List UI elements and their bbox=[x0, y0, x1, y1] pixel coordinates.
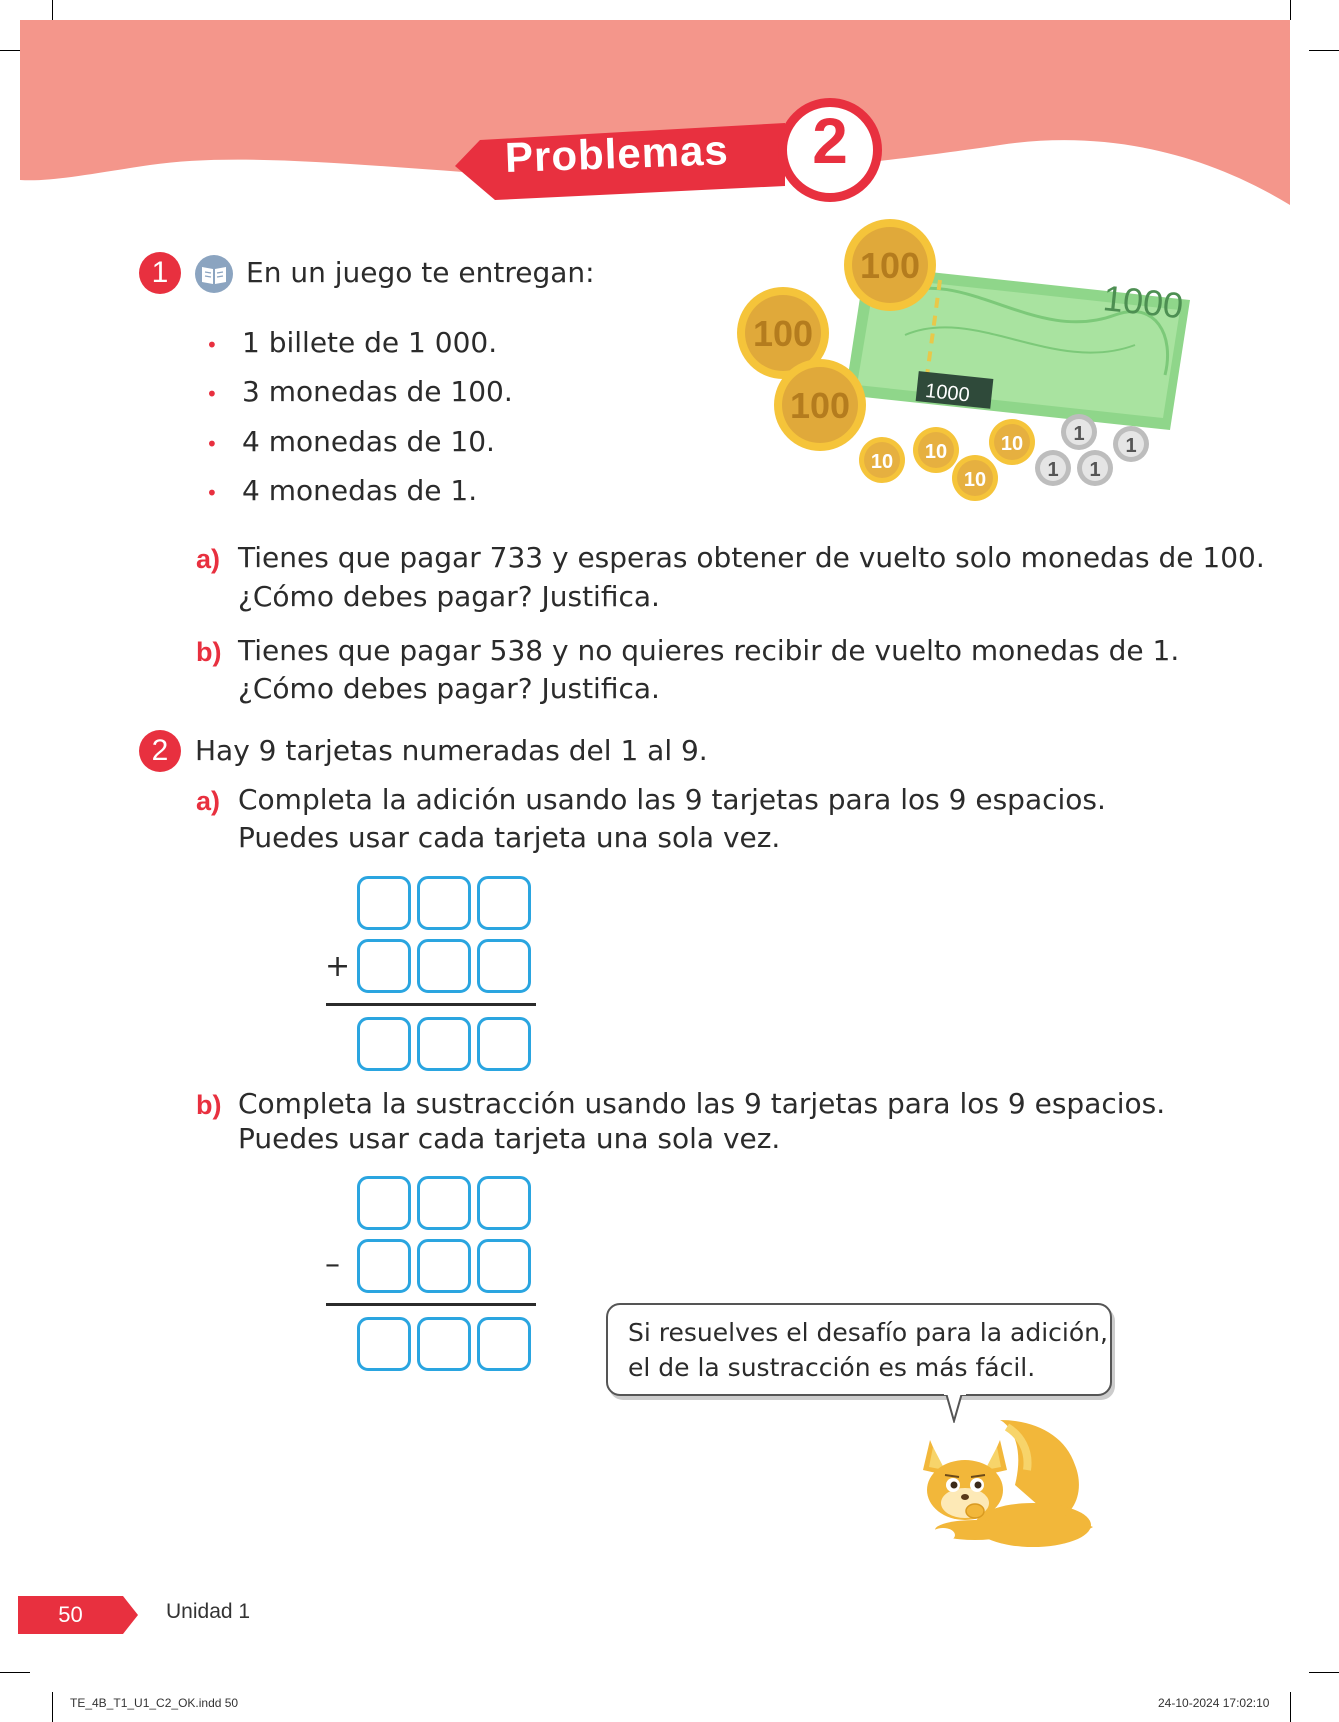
digit-box[interactable] bbox=[477, 1317, 531, 1371]
crop-mark bbox=[52, 1692, 53, 1722]
digit-box[interactable] bbox=[357, 1176, 411, 1230]
part-a-label: a) bbox=[196, 544, 221, 574]
digit-box[interactable] bbox=[477, 876, 531, 930]
svg-text:10: 10 bbox=[963, 469, 987, 491]
digit-box[interactable] bbox=[357, 1317, 411, 1371]
svg-text:100: 100 bbox=[789, 385, 851, 426]
banknote-label: 1000 bbox=[1101, 277, 1186, 327]
coin-100 bbox=[844, 219, 936, 311]
crop-mark bbox=[1309, 1672, 1339, 1673]
reading-book-icon bbox=[194, 254, 234, 294]
money-illustration bbox=[735, 205, 1215, 510]
problem-2-intro: Hay 9 tarjetas numeradas del 1 al 9. bbox=[195, 734, 708, 767]
digit-box[interactable] bbox=[357, 1017, 411, 1071]
digit-box[interactable] bbox=[477, 1239, 531, 1293]
part-a-text: Completa la adición usando las 9 tarjetas para los 9 espacios. bbox=[238, 783, 1106, 816]
coin-1 bbox=[1077, 450, 1113, 486]
bullet-dot: • bbox=[206, 432, 218, 456]
bullet-dot: • bbox=[206, 382, 218, 406]
subtraction-sign: – bbox=[325, 1247, 340, 1282]
coin-10 bbox=[913, 427, 959, 473]
part-b-text: Puedes usar cada tarjeta una sola vez. bbox=[238, 1122, 781, 1155]
bullet-item: 4 monedas de 10. bbox=[242, 425, 495, 458]
svg-text:1: 1 bbox=[1047, 459, 1059, 481]
part-a-text: Puedes usar cada tarjeta una sola vez. bbox=[238, 821, 781, 854]
page-number: 50 bbox=[58, 1602, 83, 1627]
part-b-label: b) bbox=[196, 1090, 222, 1120]
coin-10 bbox=[989, 419, 1035, 465]
sum-line bbox=[326, 1003, 536, 1006]
title-number: 2 bbox=[812, 105, 848, 177]
bullet-item: 3 monedas de 100. bbox=[242, 375, 513, 408]
part-a-text: ¿Cómo debes pagar? Justifica. bbox=[238, 580, 660, 613]
digit-box[interactable] bbox=[357, 876, 411, 930]
coin-10 bbox=[859, 437, 905, 483]
svg-text:100: 100 bbox=[752, 313, 814, 354]
svg-text:100: 100 bbox=[859, 245, 921, 286]
svg-text:10: 10 bbox=[1000, 433, 1024, 455]
digit-box[interactable] bbox=[417, 1239, 471, 1293]
bullet-dot: • bbox=[206, 333, 218, 357]
page-title: Problemas bbox=[504, 126, 730, 181]
speech-bubble-text: el de la sustracción es más fácil. bbox=[628, 1353, 1036, 1382]
addition-sign: + bbox=[325, 949, 351, 984]
problem-2-badge: 2 bbox=[139, 730, 181, 772]
banknote-small-label: 1000 bbox=[924, 379, 971, 407]
part-b-label: b) bbox=[196, 637, 222, 667]
bullet-item: 1 billete de 1 000. bbox=[242, 326, 498, 359]
digit-box[interactable] bbox=[417, 1017, 471, 1071]
crop-mark bbox=[1290, 1692, 1291, 1722]
svg-text:10: 10 bbox=[870, 451, 894, 473]
coin-1 bbox=[1113, 426, 1149, 462]
digit-box[interactable] bbox=[477, 1017, 531, 1071]
fox-mascot bbox=[915, 1415, 1100, 1555]
coin-1 bbox=[1035, 450, 1071, 486]
part-a-label: a) bbox=[196, 786, 221, 816]
speech-bubble-text: Si resuelves el desafío para la adición, bbox=[628, 1318, 1108, 1347]
digit-box[interactable] bbox=[417, 1176, 471, 1230]
svg-text:10: 10 bbox=[924, 441, 948, 463]
print-slug-file: TE_4B_T1_U1_C2_OK.indd 50 bbox=[70, 1696, 239, 1710]
svg-text:1: 1 bbox=[1089, 459, 1101, 481]
coin-100 bbox=[774, 359, 866, 451]
svg-text:1: 1 bbox=[1125, 435, 1137, 457]
part-b-text: Completa la sustracción usando las 9 tarjetas para los 9 espacios. bbox=[238, 1087, 1166, 1120]
bullet-item: 4 monedas de 1. bbox=[242, 474, 478, 507]
problem-1-badge: 1 bbox=[139, 252, 181, 294]
part-b-text: ¿Cómo debes pagar? Justifica. bbox=[238, 672, 660, 705]
coin-10 bbox=[952, 455, 998, 501]
speech-bubble bbox=[606, 1303, 1112, 1396]
svg-text:1: 1 bbox=[1073, 423, 1085, 445]
crop-mark bbox=[0, 1672, 30, 1673]
part-b-text: Tienes que pagar 538 y no quieres recibir de vuelto monedas de 1. bbox=[238, 634, 1180, 667]
problem-1-intro: En un juego te entregan: bbox=[246, 256, 595, 289]
digit-box[interactable] bbox=[477, 1176, 531, 1230]
difference-line bbox=[326, 1303, 536, 1306]
digit-box[interactable] bbox=[417, 1317, 471, 1371]
digit-box[interactable] bbox=[417, 876, 471, 930]
digit-box[interactable] bbox=[417, 939, 471, 993]
unit-label: Unidad 1 bbox=[166, 1600, 251, 1623]
bullet-dot: • bbox=[206, 481, 218, 505]
digit-box[interactable] bbox=[357, 939, 411, 993]
digit-box[interactable] bbox=[477, 939, 531, 993]
print-slug-date: 24-10-2024 17:02:10 bbox=[1158, 1696, 1270, 1710]
part-a-text: Tienes que pagar 733 y esperas obtener de vuelto solo monedas de 100. bbox=[238, 541, 1265, 574]
digit-box[interactable] bbox=[357, 1239, 411, 1293]
coin-1 bbox=[1061, 414, 1097, 450]
